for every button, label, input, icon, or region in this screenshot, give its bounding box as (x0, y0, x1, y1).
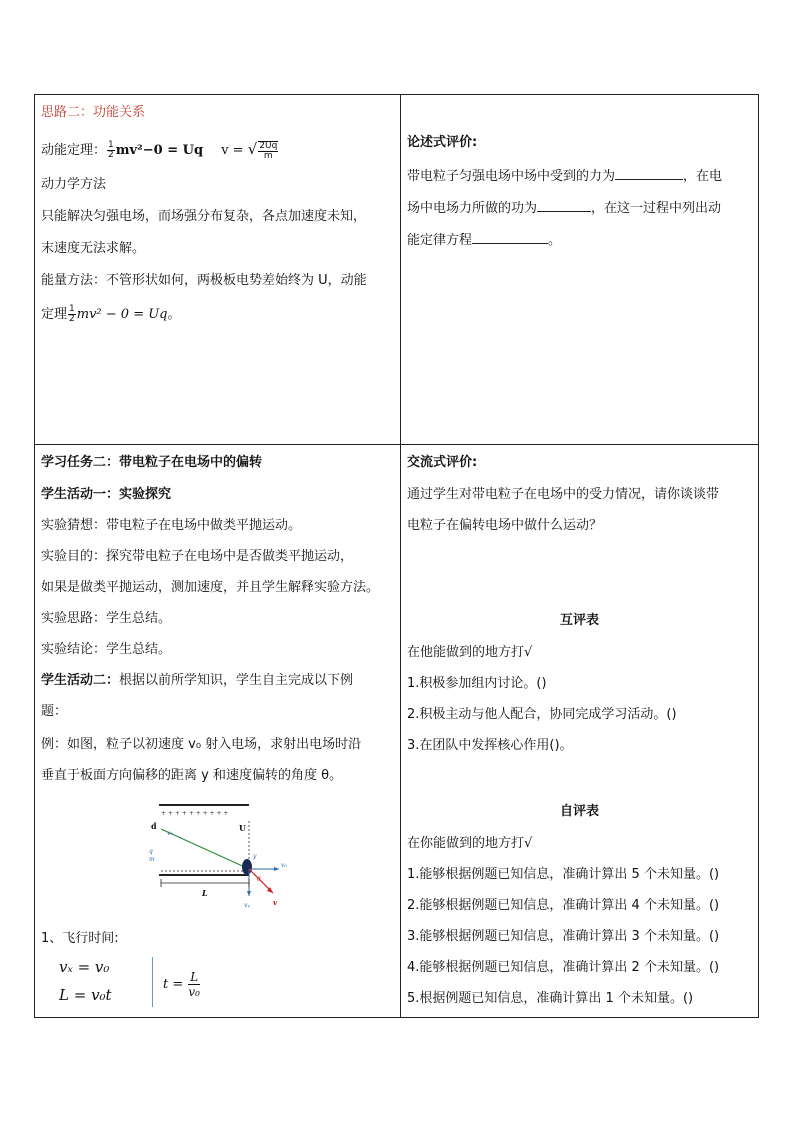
question-line-1 (407, 165, 722, 187)
half-fraction: $\frac{1}{2}$ (108, 140, 114, 160)
answer-blank-force[interactable] (615, 165, 683, 180)
flight-time-heading: 1、飞行时间: (41, 931, 119, 946)
experiment-guess: 实验猜想：带电粒子在电场中做类平抛运动。 (41, 518, 302, 533)
approach-title: 思路二：功能关系 (41, 105, 146, 120)
kinetic-prefix: 动能定理： (41, 143, 107, 158)
self-eval-item[interactable]: 5.根据例题已知信息，准确计算出 1 个未知量。() (407, 991, 694, 1006)
formula-t (163, 970, 201, 999)
experiment-aim-1: 实验目的：探究带电粒子在电场中是否做类平抛运动， (41, 549, 354, 564)
kinetic-equation: mv²−0 = Uq (115, 143, 204, 158)
experiment-aim-2: 如果是做类平抛运动，测加速度，并且学生解释实验方法。 (41, 580, 380, 595)
cell-energy-approach (34, 94, 401, 445)
deflection-diagram (147, 801, 297, 911)
experiment-idea: 实验思路：学生总结。 (41, 611, 172, 626)
v-label: v = (221, 143, 244, 158)
example-line-2: 垂直于板面方向偏移的距离 y 和速度偏转的角度 θ。 (41, 768, 343, 783)
question-line-3 (407, 229, 561, 251)
cell-exchange-eval (400, 444, 759, 1018)
dynamics-method: 动力学方法 (41, 177, 107, 192)
activity-2-line (41, 671, 353, 691)
label-v0-exit: v₀ (281, 862, 287, 869)
activity-2-cont: 题： (41, 704, 68, 719)
activity-1-title: 学生活动一：实验探究 (41, 487, 172, 502)
half-fraction-2: $\frac{1}{2}$ (69, 304, 75, 324)
label-L: L (202, 888, 208, 898)
exchange-question-1: 通过学生对带电粒子在电场中的受力情况，请你谈谈带 (407, 487, 720, 502)
formula-bracket (152, 957, 153, 1007)
label-vy: vᵧ (244, 902, 250, 909)
exchange-eval-title: 交流式评价: (407, 455, 478, 470)
self-eval-item[interactable]: 4.能够根据例题已知信息，准确计算出 2 个未知量。() (407, 960, 720, 975)
dynamics-desc-2: 末速度无法求解。 (41, 241, 146, 256)
self-eval-item[interactable]: 1.能够根据例题已知信息，准确计算出 5 个未知量。() (407, 867, 720, 882)
energy-prefix: 定理 (41, 307, 68, 322)
label-q: q (149, 848, 153, 855)
cell-learning-task-2 (34, 444, 401, 1018)
label-m: m (149, 856, 155, 863)
example-line-1: 例：如图，粒子以初速度 v₀ 射入电场，求射出电场时沿 (41, 737, 362, 752)
peer-eval-item[interactable]: 1.积极参加组内讨论。() (407, 676, 547, 691)
energy-method-1: 能量方法：不管形状如何，两极板电势差始终为 U，动能 (41, 273, 367, 288)
task-title: 学习任务二：带电粒子在电场中的偏转 (41, 455, 263, 470)
peer-eval-hint: 在他能做到的地方打√ (407, 645, 533, 660)
q3a: 能定律方程 (407, 233, 473, 248)
kinetic-energy-theorem: 动能定理： $\frac{1}{2}$ mv²−0 = Uq v = √ $\frac{2Uq}{m}$ (41, 140, 278, 161)
peer-eval-item[interactable]: 3.在团队中发挥核心作用()。 (407, 738, 573, 753)
answer-blank-work[interactable] (537, 197, 591, 212)
v-sqrt-fraction: $\frac{2Uq}{m}$ (259, 140, 278, 161)
t-equals: t = (163, 977, 184, 992)
positive-charges: + + + + + + + + + + (161, 810, 229, 817)
discussion-eval-title: 论述式评价: (407, 135, 478, 150)
label-v: v (273, 898, 278, 907)
experiment-conclusion: 实验结论：学生总结。 (41, 642, 172, 657)
energy-equation: mv² − 0 = Uq (76, 307, 168, 322)
formula-vx: vₓ = v₀ (59, 958, 110, 976)
q3b: 。 (548, 233, 562, 248)
activity-2-title: 学生活动二： (41, 673, 120, 688)
self-eval-title: 自评表 (559, 804, 599, 819)
label-U: U (239, 823, 246, 833)
lesson-table (34, 94, 759, 1018)
self-eval-item[interactable]: 2.能够根据例题已知信息，准确计算出 4 个未知量。() (407, 898, 720, 913)
label-d: d (151, 821, 157, 831)
question-line-2 (407, 197, 721, 219)
label-y: y (253, 853, 257, 860)
peer-eval-item[interactable]: 2.积极主动与他人配合，协同完成学习活动。() (407, 707, 677, 722)
formula-L: L = v₀t (59, 986, 112, 1004)
q1b: ，在电 (683, 169, 723, 184)
answer-blank-equation[interactable] (472, 229, 548, 244)
label-theta: θ (257, 876, 261, 883)
cell-discussion-eval (400, 94, 759, 445)
exchange-question-2: 电粒子在偏转电场中做什么运动？ (407, 518, 603, 533)
q2b: ，在这一过程中列出动 (591, 201, 722, 216)
self-eval-hint: 在你能做到的地方打√ (407, 836, 533, 851)
energy-method-2 (41, 305, 181, 325)
self-eval-item[interactable]: 3.能够根据例题已知信息，准确计算出 3 个未知量。() (407, 929, 720, 944)
q1a: 带电粒子匀强电场中场中受到的力为 (407, 169, 616, 184)
dynamics-desc-1: 只能解决匀强电场，而场强分布复杂，各点加速度未知， (41, 209, 367, 224)
activity-2-desc: 根据以前所学知识，学生自主完成以下例 (119, 673, 354, 688)
t-fraction: $\frac{L}{\text{v₀}}$ (188, 970, 200, 999)
period: 。 (167, 307, 181, 322)
label-v0-initial: v₀ (167, 830, 173, 837)
q2a: 场中电场力所做的功为 (407, 201, 538, 216)
peer-eval-title: 互评表 (559, 613, 599, 628)
